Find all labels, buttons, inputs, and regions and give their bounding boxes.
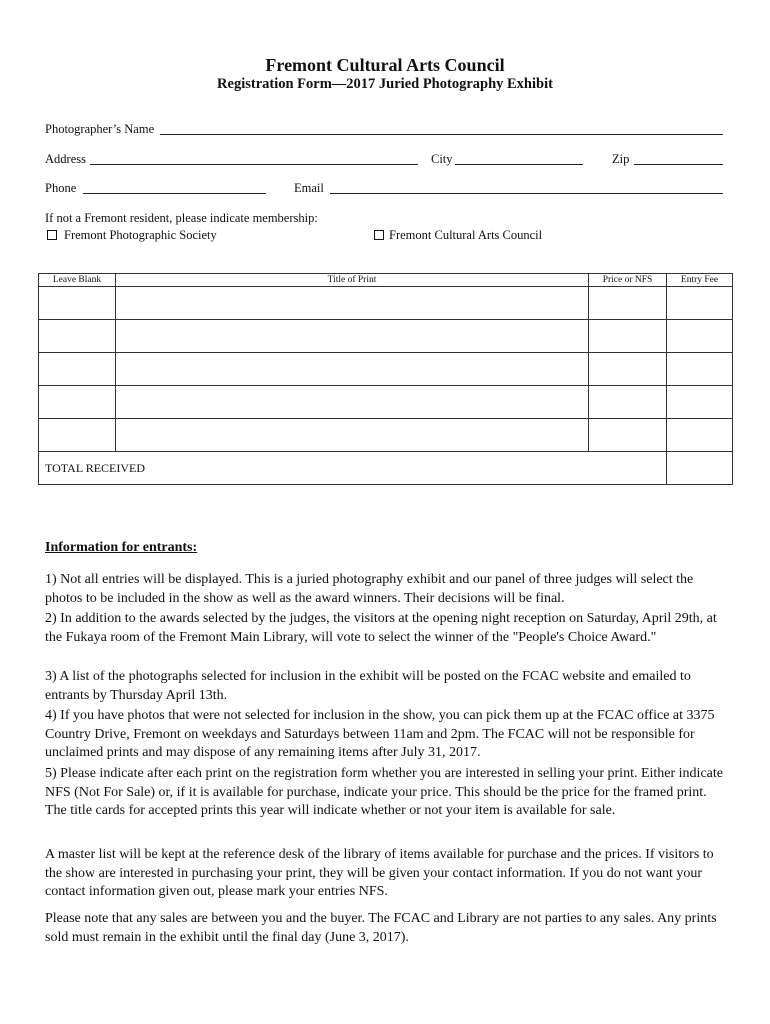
fee-cell[interactable] [667, 419, 733, 452]
info-item-1: 1) Not all entries will be displayed. This is a juried photography exhibit and our panel of three judges will select the photos to be included in the show as well as the award winners. Their decisions will be final. [45, 572, 694, 606]
title-cell[interactable] [116, 320, 589, 353]
form-subtitle: Registration Form—2017 Juried Photography Exhibit [217, 76, 553, 92]
master-list-paragraph: A master list will be kept at the reference desk of the library of items available for purchase and the prices. If visitors to the show are interested in purchasing your print, they will be given your contact information. If you do not want your contact information given out, please mark your entries NFS. [45, 847, 714, 900]
info-item-2: 2) In addition to the awards selected by the judges, the visitors at the opening night reception on Saturday, April 29th, at the Fukaya room of the Fremont Main Library, will vote to select the winner of the "People's Choice Award." [45, 611, 717, 645]
leave-blank-header: Leave Blank [39, 274, 116, 287]
price-cell[interactable] [589, 320, 667, 353]
total-received-label: TOTAL RECEIVED [39, 452, 667, 485]
table-row [39, 419, 733, 452]
info-item-5: 5) Please indicate after each print on the registration form whether you are interested in selling your print. Either indicate NFS (Not For Sale) or, if it is available for purchase, indicate your price. This should be the price for the framed print. The title cards for accepted prints this year will indicate whether or not your item is available for sale. [45, 766, 723, 819]
phone-input[interactable] [83, 179, 266, 194]
fremont-photographic-society-label: Fremont Photographic Society [64, 228, 217, 242]
price-cell[interactable] [589, 386, 667, 419]
title-cell[interactable] [116, 353, 589, 386]
table-row [39, 353, 733, 386]
sales-note-paragraph: Please note that any sales are between you and the buyer. The FCAC and Library are not parties to any sales. Any prints sold must remain in the exhibit until the final day (June 3, 2017). [45, 911, 717, 945]
table-header-row [39, 274, 733, 287]
fremont-photographic-society-checkbox[interactable] [47, 230, 57, 240]
table-row [39, 386, 733, 419]
fee-cell[interactable] [667, 386, 733, 419]
city-label: City [431, 152, 453, 166]
table-row [39, 320, 733, 353]
membership-prompt: If not a Fremont resident, please indicate membership: [45, 211, 318, 225]
leave-blank-cell [39, 287, 116, 320]
leave-blank-cell [39, 320, 116, 353]
title-cell[interactable] [116, 287, 589, 320]
address-input[interactable] [90, 150, 418, 165]
form-title: Fremont Cultural Arts Council [265, 55, 505, 75]
price-cell[interactable] [589, 419, 667, 452]
fee-cell[interactable] [667, 320, 733, 353]
title-of-print-header: Title of Print [116, 274, 589, 287]
photographer-name-label: Photographer’s Name [45, 122, 155, 136]
fremont-cultural-arts-council-label: Fremont Cultural Arts Council [389, 228, 543, 242]
price-or-nfs-header: Price or NFS [589, 274, 667, 287]
total-fee-cell[interactable] [667, 452, 733, 485]
title-cell[interactable] [116, 419, 589, 452]
leave-blank-cell [39, 353, 116, 386]
leave-blank-cell [39, 386, 116, 419]
phone-label: Phone [45, 181, 77, 195]
entries-table [38, 273, 733, 485]
fee-cell[interactable] [667, 287, 733, 320]
zip-input[interactable] [634, 150, 723, 165]
email-label: Email [294, 181, 324, 195]
entry-fee-header: Entry Fee [667, 274, 733, 287]
title-cell[interactable] [116, 386, 589, 419]
info-heading: Information for entrants: [45, 540, 198, 555]
table-row [39, 287, 733, 320]
leave-blank-cell [39, 419, 116, 452]
price-cell[interactable] [589, 287, 667, 320]
email-input[interactable] [330, 179, 723, 194]
fee-cell[interactable] [667, 353, 733, 386]
city-input[interactable] [455, 150, 583, 165]
price-cell[interactable] [589, 353, 667, 386]
info-item-3: 3) A list of the photographs selected for inclusion in the exhibit will be posted on the FCAC website and emailed to entrants by Thursday April 13th. [45, 669, 691, 703]
address-label: Address [45, 152, 86, 166]
total-row [39, 452, 733, 485]
info-item-4: 4) If you have photos that were not selected for inclusion in the show, you can pick them up at the FCAC office at 3375 Country Drive, Fremont on weekdays and Saturdays between 11am and 2pm. The FCAC will not be responsible for unclaimed prints and may dispose of any remaining items after July 31, 2017. [45, 708, 715, 761]
zip-label: Zip [612, 152, 630, 166]
photographer-name-input[interactable] [160, 120, 723, 135]
fremont-cultural-arts-council-checkbox[interactable] [374, 230, 384, 240]
